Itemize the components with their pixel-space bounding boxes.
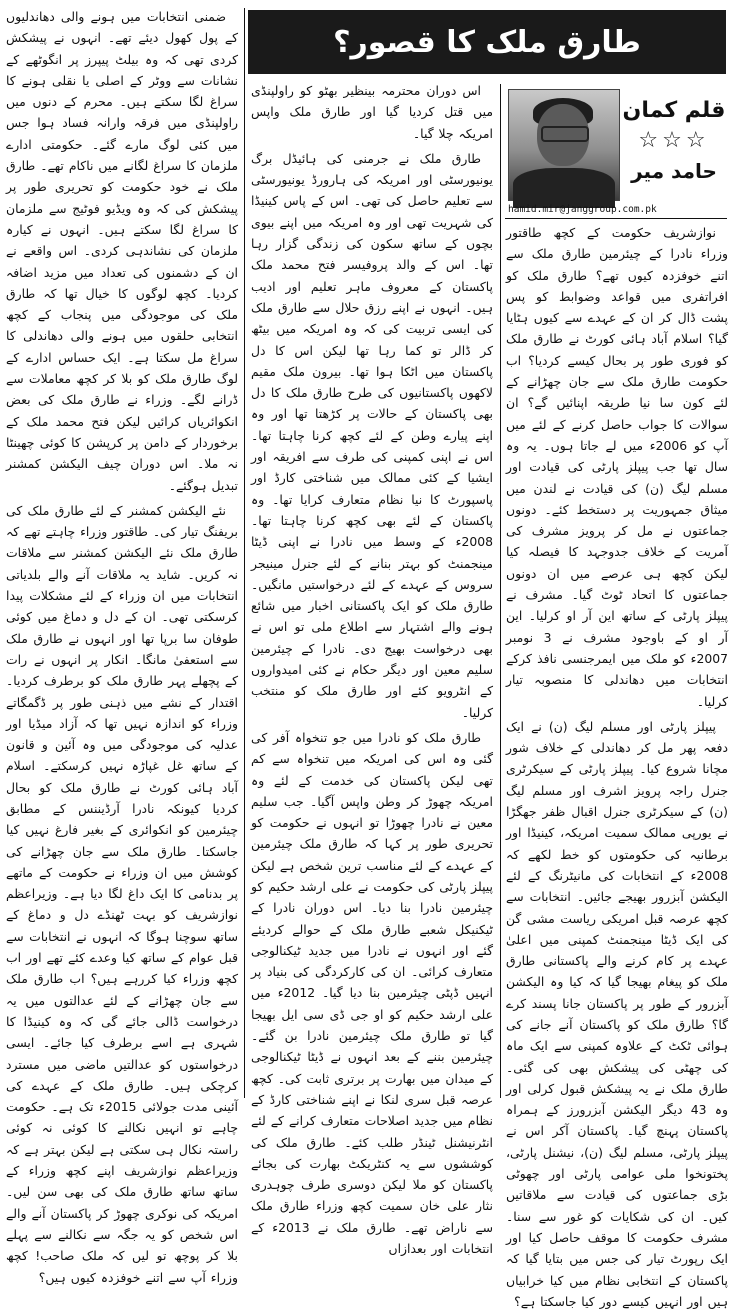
byline — [622, 96, 726, 186]
paragraph: طارق ملک کو نادرا میں جو تنخواہ آفر کی گئی وہ اس کی امریکہ میں تنخواہ سے کم تھی لیکن پاکستان کی خدمت کے لئے وہ امریکہ چھوڑ کر وطن واپس آگیا۔ جب سلیم معین نے نادرا چھوڑا تو انہوں نے حکومت کو تحریری طور پر کہا کہ طارق ملک چیئرمین کے عہدے کے لئے مناسب ترین شخص ہے لیکن پیپلز پارٹی کی حکومت نے علی ارشد حکیم کو چیئرمین نادرا بنا دیا۔ اس دوران نادرا کے ٹیکنیکل شعبے طارق ملک کے حوالے کردیئے گئے اور انہوں نے نادرا میں جدید ٹیکنالوجی متعارف کرائی۔ ان کی کارکردگی کی بنیاد پر انہیں ڈپٹی چیئرمین بنا دیا گیا۔ 2012ء میں علی ارشد حکیم کو او جی ڈی سی ایل بھیجا گیا تو طارق ملک چیئرمین نادرا بن گئے۔ چیئرمین بننے کے بعد انہوں نے ڈیٹا ٹیکنالوجی کے میدان میں بھارت پر برتری ثابت کی۔ کچھ عرصہ قبل سری لنکا نے اپنے شناختی کارڈ کے نظام میں جدید اصلاحات متعارف کرانے کے لئے انٹرنیشنل ٹینڈر طلب کئے۔ طارق ملک کی کوششوں سے یہ کنٹریکٹ بھارت کی بجائے پاکستان کو ملا لیکن دوسری طرف چوہدری نثار علی خان سمیت کچھ وزراء طارق ملک سے ناراض تھے۔ طارق ملک نے 2013ء کے انتخابات اور بعدازاں — [251, 729, 493, 1257]
paragraph: پیپلز پارٹی اور مسلم لیگ (ن) نے ایک دفعہ پھر مل کر دھاندلی کے خلاف شور مچانا شروع کیا۔ پیپلز پارٹی کے سیکرٹری جنرل راجہ پرویز اشرف اور مسلم لیگ (ن) کے سیکرٹری جنرل اقبال ظفر جھگڑا نے یورپی ممالک سمیت امریکہ، کینیڈا اور برطانیہ کی حکومتوں کو خط لکھے کہ 2008ء کے انتخابات کی مانیٹرنگ کے لئے الیکشن آبزرور بھیجے جائیں۔ انتخابات سے کچھ عرصہ قبل امریکی ریاست مشی گن کی ایک ڈیٹا مینجمنٹ کمپنی میں اعلیٰ عہدے پر کام کرنے والے پاکستانی طارق ملک کو پیغام بھیجا گیا کہ کیا وہ الیکشن آبزرور کے طور پر پاکستان جانا پسند کرے گا؟ طارق ملک کو پاکستان آنے جانے کی ہوائی ٹکٹ کے علاوہ کمپنی سے ایک ماہ کی چھٹی کی پیشکش بھی کی گئی۔ طارق ملک نے یہ پیشکش قبول کرلی اور وہ 43 دیگر الیکشن آبزرورز کے ہمراہ پاکستان پہنچ گیا۔ پاکستان آکر اس نے پیپلز پارٹی، مسلم لیگ (ن)، نیشنل پارٹی، پختونخوا ملی عوامی پارٹی اور چھوٹی بڑی جماعتوں کی قیادت سے ملاقاتیں کیں۔ ان کی شکایات کو غور سے سنا۔ مشرف حکومت کا موقف حاصل کیا اور ایک رپورٹ تیار کی جس میں بتایا گیا کہ پاکستان کے انتخابی نظام میں کیا خرابیاں ہیں اور انہیں کیسے دور کیا جاسکتا ہے؟ — [506, 718, 728, 1309]
author-name: حامد میر — [631, 159, 717, 183]
author-email[interactable]: hamid.mir@janggroup.com.pk — [508, 204, 657, 215]
column-divider-left — [244, 8, 245, 1098]
column-middle — [251, 80, 493, 1257]
paragraph: اس دوران محترمہ بینظیر بھٹو کو راولپنڈی میں قتل کردیا گیا اور طارق ملک واپس امریکہ چلا گیا۔ — [251, 83, 493, 141]
column-label: قلم کمان — [622, 98, 726, 123]
paragraph: نئے الیکشن کمشنر کے لئے طارق ملک کی بریفنگ تیار کی۔ طاقتور وزراء چاہتے تھے کہ طارق ملک نئے الیکشن کمشنر سے ملاقات نہ کریں۔ شاید یہ ملاقات آنے والے بلدیاتی انتخابات میں ان وزراء کے لئے مشکلات پیدا کرسکتی تھی۔ ان کے دل و دماغ میں کوئی طوفان سا برپا تھا اور انہوں نے طارق ملک سے استعفیٰ مانگا۔ انکار پر انہوں نے رات کے پچھلے پہر طارق ملک کو برطرف کردیا۔ اقتدار کے نشے میں ذہنی طور پر ڈگمگاتے وزراء کو اندازہ نہیں تھا کہ آزاد میڈیا اور عدلیہ کی موجودگی میں وہ آئین و قانون کے ساتھ غل غپاڑہ نہیں کرسکتے۔ اسلام آباد ہائی کورٹ نے طارق ملک کو بحال کردیا کیونکہ نادرا آرڈیننس کے مطابق چیئرمین کو انکوائری کے بغیر فارغ نہیں کیا جاسکتا۔ طارق ملک سے جان چھڑانے کی کوشش میں ان وزراء نے حکومت کے ماتھے پر بدنامی کا ایک داغ لگا دیا ہے۔ وزیراعظم نوازشریف کو بہت ٹھنڈے دل و دماغ کے ساتھ سوچنا ہوگا کہ انہوں نے انتخابات سے قبل عوام کے ساتھ کیا وعدے کئے تھے اور اب کچھ وزراء کیا کررہے ہیں؟ اب طارق ملک سے جان چھڑانے کے لئے عدالتوں میں یہ درخواست ڈالی جائے گی کہ وہ کینیڈا کا شہری ہے اسے برطرف کیا جائے۔ ایسی درخواستوں کو عدالتیں ماضی میں مسترد کرچکی ہیں۔ طارق ملک کے عہدے کی آئینی مدت جولائی 2015ء تک ہے۔ حکومت چاہے تو انہیں نکالنے کا کوئی نہ کوئی راستہ نکال ہی سکتی ہے لیکن بہتر ہے کہ وزیراعظم نوازشریف اپنے کچھ وزراء کے ساتھ ساتھ طارق ملک کی بھی سن لیں۔ امریکہ کی نوکری چھوڑ کر پاکستان آنے والے اس شخص کو یہ جگہ سے نکالنے سے پہلے بلا کر پوچھ تو لیں کہ ملک صاحب! کچھ وزراء آپ سے اتنے خوفزدہ کیوں ہیں؟ — [5, 502, 238, 1285]
byline-underline — [505, 218, 727, 219]
photo-glasses — [541, 126, 589, 142]
column-divider-right — [500, 84, 501, 1098]
star-icons: ☆☆☆ — [638, 128, 710, 153]
column-right — [506, 222, 728, 1309]
author-photo — [508, 89, 620, 201]
headline: طارق ملک کا قصور؟ — [248, 10, 726, 74]
paragraph: ضمنی انتخابات میں ہونے والی دھاندلیوں کے پول کھول دیئے تھے۔ انہوں نے پیشکش کردی تھی کہ وہ بیلٹ پیپرز پر انگوٹھے کے نشانات سے ووٹر کے اصلی یا نقلی ہونے کا سراغ لگا سکتے ہیں۔ محرم کے دنوں میں راولپنڈی میں فرقہ وارانہ فساد ہوا جس میں کئی لوگ مارے گئے۔ حکومتی ادارے ملزمان کا سراغ لگانے میں ناکام تھے۔ طارق ملک نے خود حکومت کو تحریری طور پر پیشکش کی کہ وہ ویڈیو فوٹیج سے ملزمان کا سراغ لگا سکتے ہیں۔ انہوں نے کیارہ ملزمان کی نشاندہی کردی۔ اس واقعے نے ان کے دشمنوں کی تعداد میں مزید اضافہ کردیا۔ کچھ لوگوں کا خیال تھا کہ طارق ملک کی موجودگی میں پنجاب کے کچھ انتخابی حلقوں میں ہونے والی دھاندلی کا سراغ مل سکتا ہے۔ ایک حساس ادارے کے لوگ طارق ملک کو بلا کر کچھ معاملات سے ڈرانے لگے۔ وزراء نے طارق ملک کی بعض انکوائریاں کرائیں لیکن فتح محمد ملک کے برخوردار کے دامن پر کرپشن کا کوئی چھینٹا نہ ملا۔ اس دوران چیف الیکشن کمشنر تبدیل ہوگئے۔ — [6, 9, 238, 493]
column-left — [5, 6, 238, 1285]
paragraph: طارق ملک نے جرمنی کی ہائیڈل برگ یونیورسٹی اور امریکہ کی ہارورڈ یونیورسٹی سے تعلیم حاصل کی تھی۔ اس کے پاس کینیڈا کی شہریت تھی اور وہ امریکہ میں اپنے بیوی بچوں کے ساتھ سکون کی زندگی گزار رہا تھا۔ اس کے والد پروفیسر فتح محمد ملک پاکستان کے معروف ماہر تعلیم اور ادیب ہیں۔ انہوں نے اپنے رزق حلال سے طارق ملک کی ایسی تربیت کی کہ وہ امریکہ میں بیٹھ کر ڈالر تو کما رہا تھا لیکن اس کا دل پاکستان میں اٹکا ہوا تھا۔ بیرون ملک مقیم لاکھوں پاکستانیوں کی طرح طارق ملک کا دل بھی پاکستان کے حالات پر کڑھتا تھا اور وہ اپنے پیارے وطن کے لئے کچھ کرنا چاہتا تھا۔ اس نے اپنی کمپنی کی طرف سے افریقہ اور ایشیا کے کئی ممالک میں شناختی کارڈ اور پاسپورٹ کا نیا نظام متعارف کرایا تھا۔ وہ پاکستان کے لئے بھی کچھ کرنا چاہتا تھا۔ 2008ء کے وسط میں نادرا نے اپنی ڈیٹا مینجمنٹ کو بہتر بنانے کے لئے جنرل مینیجر سروس کے عہدے کے لئے درخواستیں مانگیں۔ طارق ملک کو ایک پاکستانی اخبار میں شائع ہونے والے اشتہار سے اطلاع ملی تو اس نے بھی درخواست بھیج دی۔ نادرا کے چیئرمین سلیم معین اور دیگر حکام نے کئی امیدواروں کے انٹرویو کئے اور طارق ملک کو منتخب کرلیا۔ — [251, 150, 493, 720]
photo-body — [513, 168, 615, 208]
paragraph: نوازشریف حکومت کے کچھ طاقتور وزراء نادرا کے چیئرمین طارق ملک سے اتنے خوفزدہ کیوں تھے؟ طارق ملک کو افراتفری میں قواعد وضوابط کو پس پشت ڈال کر ان کے عہدے سے کیوں ہٹایا گیا؟ اسلام آباد ہائی کورٹ نے طارق ملک کو فوری طور پر بحال کیسے کردیا؟ اب حکومت طارق ملک سے جان چھڑانے کے لئے کون سا نیا طریقہ اپنائیں گے؟ ان سوالات کا جواب حاصل کرنے کے لئے میں آپ کو 2006ء میں لے جاتا ہوں۔ یہ وہ سال تھا جب پیپلز پارٹی کی قیادت اور مسلم لیگ (ن) کی قیادت نے لندن میں میثاق جمہوریت پر دستخط کئے۔ دونوں جماعتوں نے مل کر پرویز مشرف کی آمریت کے خلاف جدوجہد کا فیصلہ کیا لیکن کچھ ہی عرصے میں ان دونوں جماعتوں کا اتحاد ٹوٹ گیا۔ مشرف نے پیپلز پارٹی کے ساتھ این آر او کرلیا۔ این آر او کے باوجود مشرف نے 3 نومبر 2007ء کو ملک میں ایمرجنسی نافذ کرکے انتخابات میں دھاندلی کا منصوبہ تیار کرلیا۔ — [506, 225, 728, 709]
